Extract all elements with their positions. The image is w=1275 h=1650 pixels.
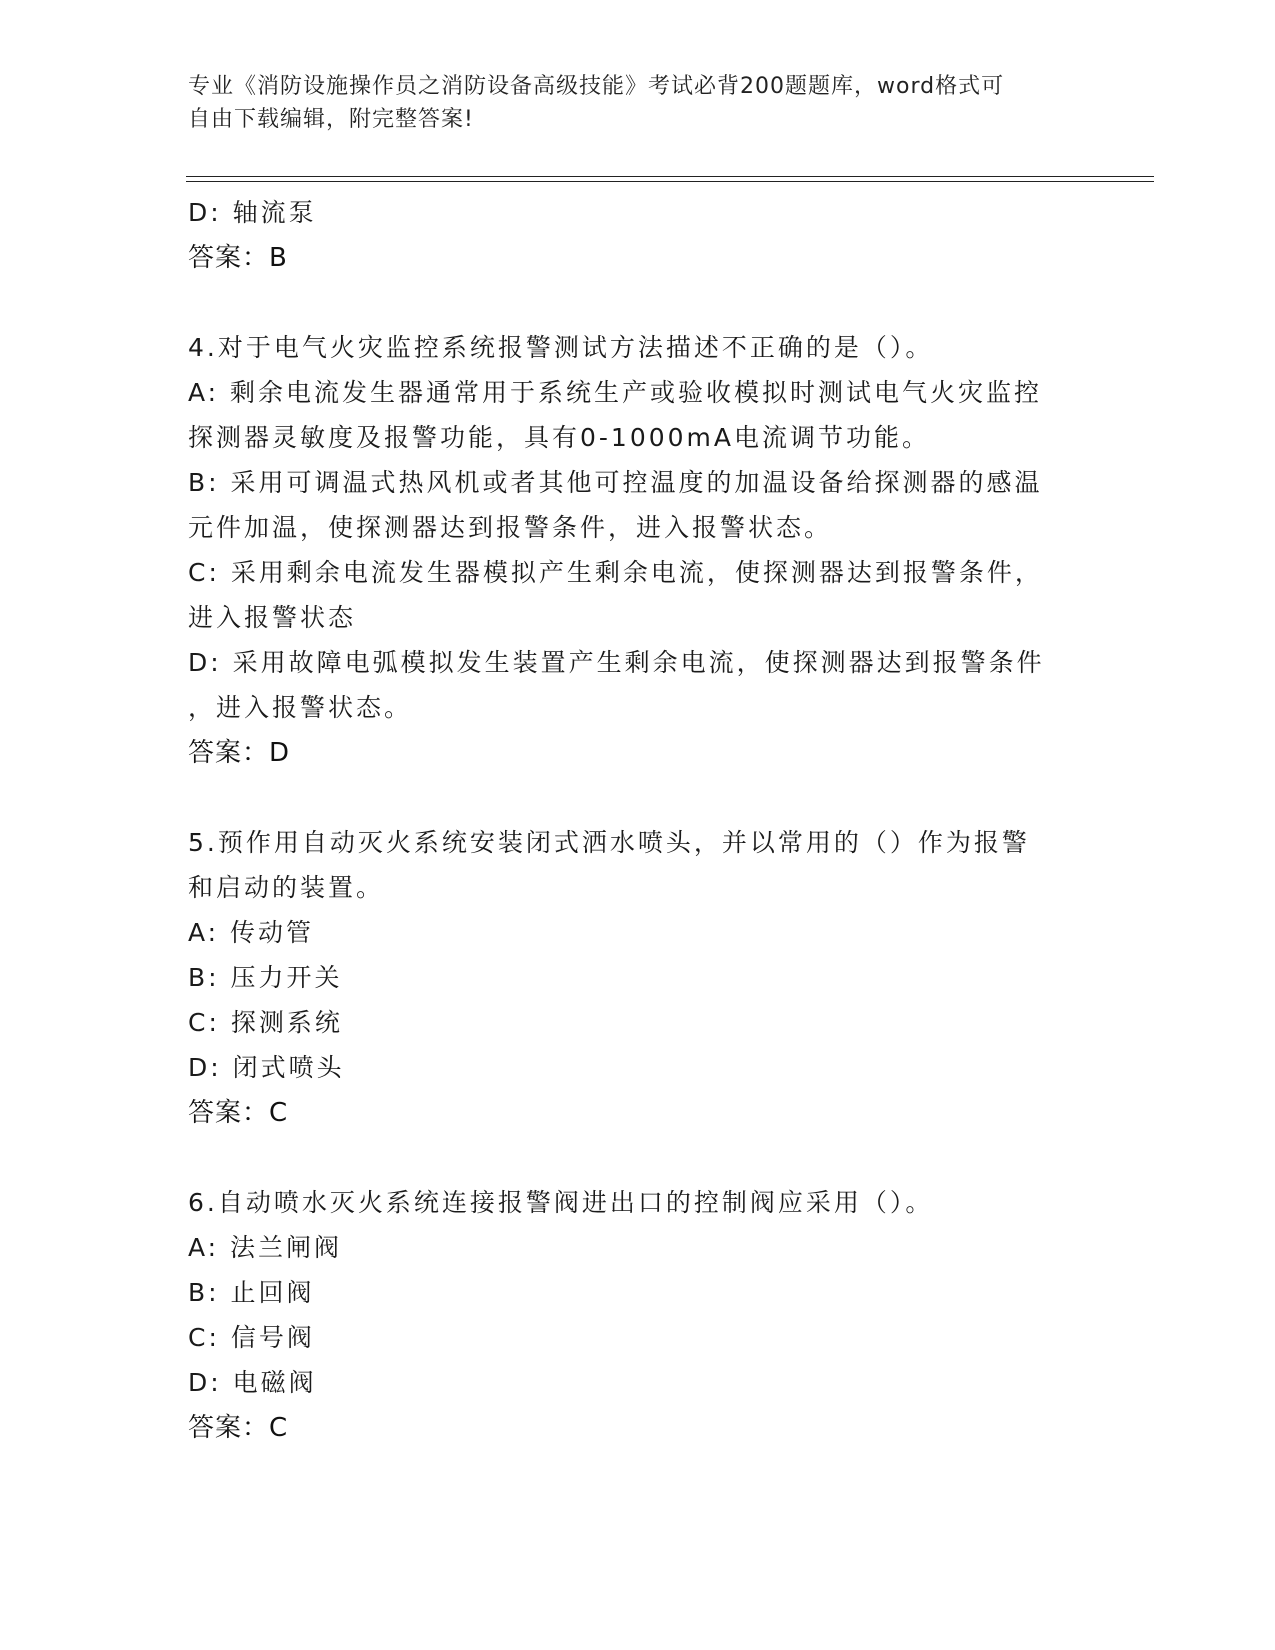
answer-line: 答案：D xyxy=(188,738,291,768)
option-c: C: 信号阀 xyxy=(188,1323,315,1352)
question-5 xyxy=(188,820,1088,1136)
question-list xyxy=(188,190,1088,1451)
option-d: D: 轴流泵 xyxy=(188,198,317,227)
option-a: A: 传动管 xyxy=(188,918,315,947)
option-d: D: 采用故障电弧模拟发生装置产生剩余电流，使探测器达到报警条件 xyxy=(188,648,1045,677)
option-a: A: 法兰闸阀 xyxy=(188,1233,343,1262)
option-b: B: 采用可调温式热风机或者其他可控温度的加温设备给探测器的感温 xyxy=(188,468,1043,497)
answer-line: 答案：B xyxy=(188,243,288,273)
question-stem-continued: 和启动的装置。 xyxy=(188,873,385,902)
question-stem: 5.预作用自动灭火系统安装闭式洒水喷头，并以常用的（）作为报警 xyxy=(188,828,1030,857)
option-b-continued: 元件加温，使探测器达到报警条件，进入报警状态。 xyxy=(188,513,833,542)
option-b: B: 压力开关 xyxy=(188,963,343,992)
question-stem: 6.自动喷水灭火系统连接报警阀进出口的控制阀应采用（）。 xyxy=(188,1188,934,1217)
question-3-tail xyxy=(188,190,1088,281)
header-title-line-2: 自由下载编辑，附完整答案! xyxy=(188,107,474,132)
page-header xyxy=(188,70,1088,136)
option-c: C: 探测系统 xyxy=(188,1008,343,1037)
option-a: A: 剩余电流发生器通常用于系统生产或验收模拟时测试电气火灾监控 xyxy=(188,378,1043,407)
answer-line: 答案：C xyxy=(188,1098,289,1128)
option-b: B: 止回阀 xyxy=(188,1278,315,1307)
question-6 xyxy=(188,1180,1088,1451)
option-d: D: 电磁阀 xyxy=(188,1368,317,1397)
option-d-continued: ，进入报警状态。 xyxy=(188,693,413,722)
option-c: C: 采用剩余电流发生器模拟产生剩余电流，使探测器达到报警条件， xyxy=(188,558,1043,587)
option-a-continued: 探测器灵敏度及报警功能，具有0-1000mA电流调节功能。 xyxy=(188,423,931,452)
question-stem: 4.对于电气火灾监控系统报警测试方法描述不正确的是（）。 xyxy=(188,333,934,362)
option-c-continued: 进入报警状态 xyxy=(188,603,357,632)
header-divider-bottom xyxy=(186,181,1154,182)
header-divider-top xyxy=(186,176,1154,177)
answer-line: 答案：C xyxy=(188,1413,289,1443)
question-4 xyxy=(188,325,1088,776)
spacer xyxy=(188,1136,1088,1180)
option-d: D: 闭式喷头 xyxy=(188,1053,345,1082)
spacer xyxy=(188,776,1088,820)
header-title-line-1: 专业《消防设施操作员之消防设备高级技能》考试必背200题题库，word格式可 xyxy=(188,74,1005,99)
spacer xyxy=(188,281,1088,325)
